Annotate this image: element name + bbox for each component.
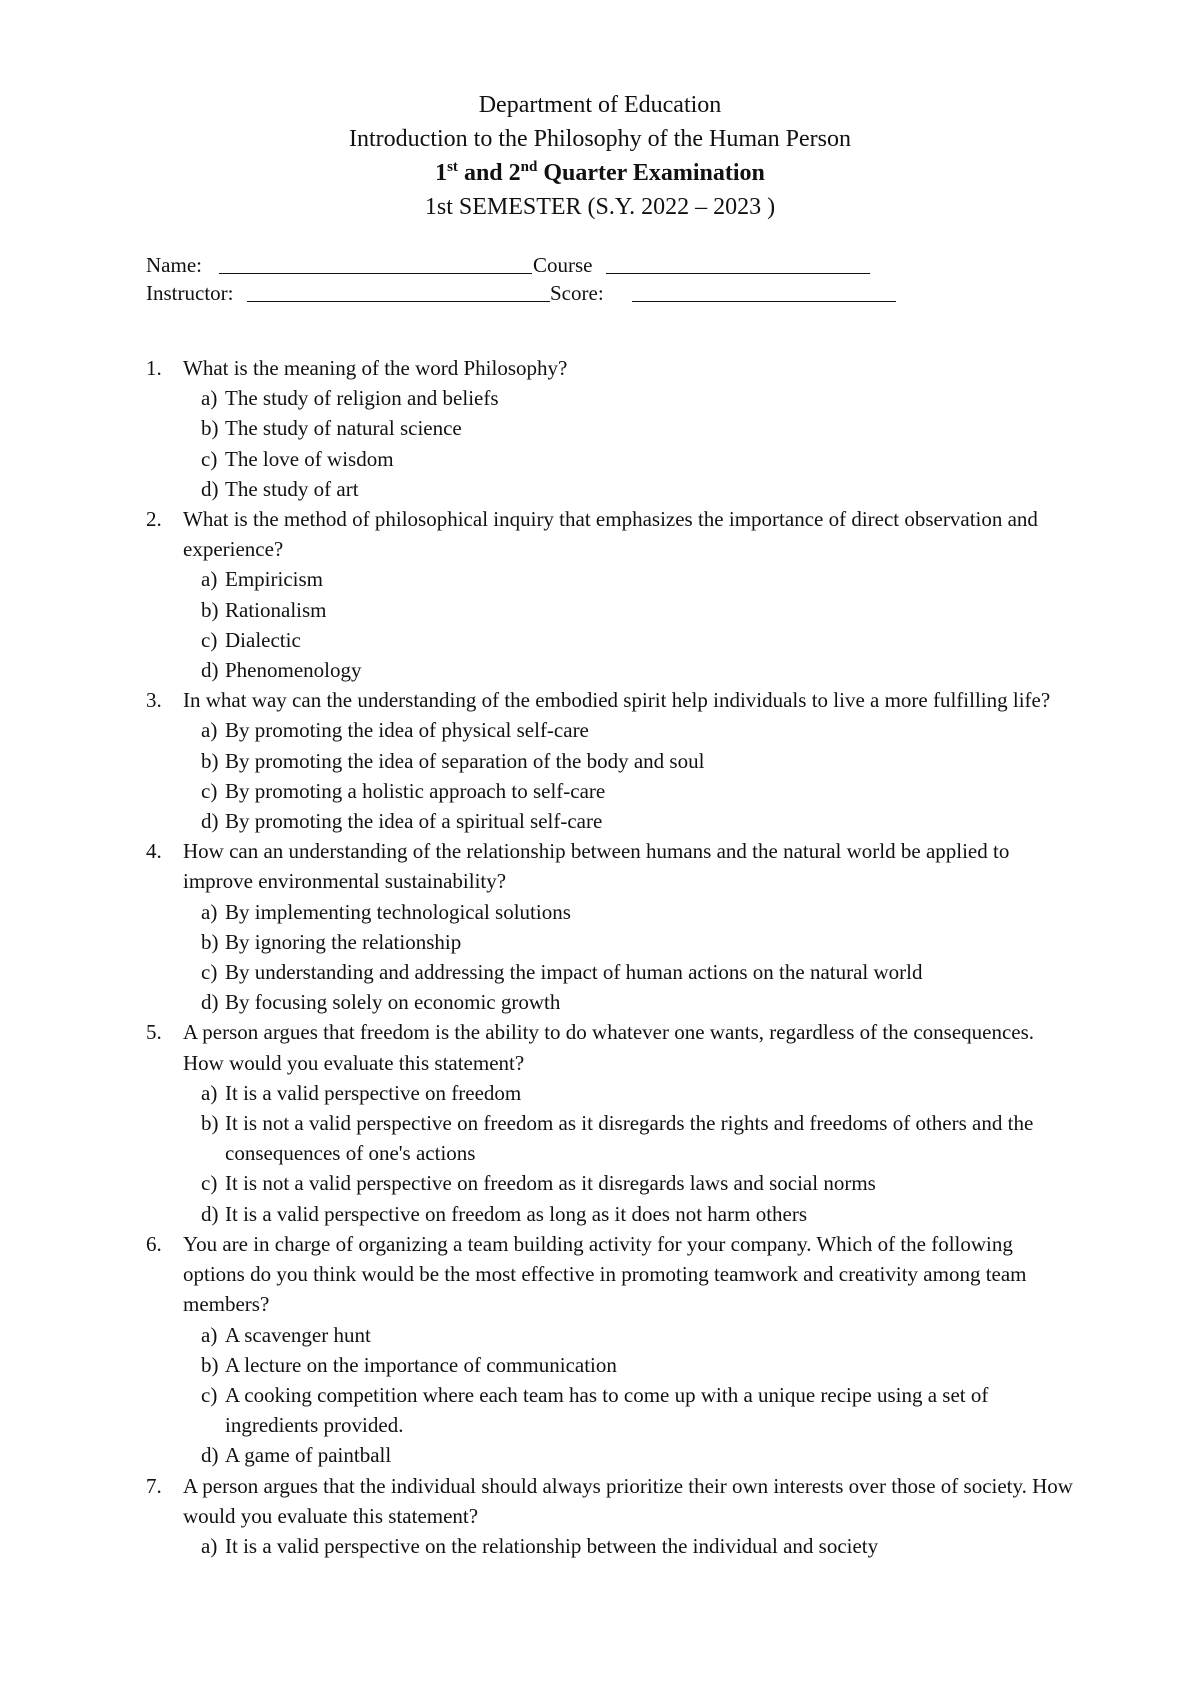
option-letter: a) <box>201 899 218 924</box>
name-label: Name: <box>146 253 202 277</box>
answer-option[interactable] <box>201 1168 1076 1198</box>
option-text: The study of natural science <box>225 416 462 441</box>
answer-option[interactable] <box>201 1199 1076 1229</box>
option-letter: b) <box>201 1352 219 1377</box>
option-text: By promoting the idea of separation of the body and soul <box>225 748 705 773</box>
instructor-blank[interactable] <box>247 279 550 309</box>
option-text: By ignoring the relationship <box>225 929 462 954</box>
option-text: It is a valid perspective on freedom <box>225 1080 522 1105</box>
semester-title: 1st SEMESTER (S.Y. 2022 – 2023 ) <box>424 194 776 220</box>
answer-option[interactable] <box>201 927 1076 957</box>
exam-title-second-sup: nd <box>520 159 538 175</box>
exam-title-and: and 2 <box>457 160 521 186</box>
option-letter: a) <box>201 1322 218 1347</box>
question-number: 7. <box>146 1473 162 1498</box>
option-text: The study of religion and beliefs <box>225 386 499 411</box>
option-text: By implementing technological solutions <box>225 899 571 924</box>
option-text: By understanding and addressing the impact of human actions on the natural world <box>225 960 923 985</box>
option-letter: b) <box>201 597 219 622</box>
question-item <box>146 1017 1076 1228</box>
answer-option[interactable] <box>201 1440 1076 1470</box>
question-item <box>146 353 1076 504</box>
option-text: A cooking competition where each team has to come up with a unique recipe using a set of ingredients provided. <box>225 1382 989 1438</box>
option-letter: a) <box>201 1080 218 1105</box>
question-text: What is the method of philosophical inquiry that emphasizes the importance of direct observation and experience? <box>183 507 1038 562</box>
option-letter: b) <box>201 1111 219 1136</box>
answer-option[interactable] <box>201 383 1076 413</box>
option-text: By promoting the idea of a spiritual self-care <box>225 809 603 834</box>
question-item <box>146 836 1076 1017</box>
option-text: It is not a valid perspective on freedom as it disregards laws and social norms <box>225 1171 876 1196</box>
option-text: A scavenger hunt <box>225 1322 371 1347</box>
option-letter: c) <box>201 1171 218 1196</box>
course-label: Course <box>533 253 593 277</box>
instructor-label: Instructor: <box>146 281 234 305</box>
answer-option[interactable] <box>201 595 1076 625</box>
question-item <box>146 1471 1076 1562</box>
option-text: By promoting the idea of physical self-care <box>225 718 589 743</box>
score-blank[interactable] <box>632 279 896 309</box>
option-text: Dialectic <box>225 627 301 652</box>
question-number: 1. <box>146 356 162 380</box>
option-letter: d) <box>201 809 219 834</box>
question-number: 2. <box>146 507 162 532</box>
option-letter: a) <box>201 1533 218 1558</box>
score-label: Score: <box>550 281 604 305</box>
department-title: Department of Education <box>478 92 722 118</box>
answer-option[interactable] <box>201 413 1076 443</box>
question-number: 6. <box>146 1231 162 1256</box>
option-text: A lecture on the importance of communication <box>225 1352 617 1377</box>
option-letter: c) <box>201 446 218 471</box>
exam-title <box>0 156 1200 190</box>
question-number: 3. <box>146 688 162 713</box>
exam-title-first-sup: st <box>447 159 458 175</box>
option-text: Empiricism <box>225 567 323 592</box>
option-letter: a) <box>201 718 218 743</box>
option-letter: d) <box>201 1201 219 1226</box>
question-text: What is the meaning of the word Philosophy? <box>183 356 568 380</box>
option-text: The love of wisdom <box>225 446 394 471</box>
option-text: It is not a valid perspective on freedom as it disregards the rights and freedoms of others and the consequences of one's actions <box>225 1111 1034 1166</box>
option-letter: b) <box>201 929 219 954</box>
option-text: By focusing solely on economic growth <box>225 990 561 1015</box>
option-letter: c) <box>201 778 218 803</box>
option-text: The study of art <box>225 476 359 501</box>
question-number: 5. <box>146 1020 162 1045</box>
option-letter: c) <box>201 1382 218 1407</box>
question-number: 4. <box>146 839 162 864</box>
course-blank[interactable] <box>606 251 870 281</box>
answer-option[interactable] <box>201 444 1076 474</box>
answer-option[interactable] <box>201 1531 1076 1561</box>
option-letter: d) <box>201 658 219 683</box>
option-text: Phenomenology <box>225 658 362 683</box>
answer-option[interactable] <box>201 474 1076 504</box>
question-list <box>146 353 1076 1561</box>
option-text: By promoting a holistic approach to self-care <box>225 778 606 803</box>
option-letter: c) <box>201 627 218 652</box>
option-letter: b) <box>201 748 219 773</box>
answer-option[interactable] <box>201 987 1076 1017</box>
option-text: It is a valid perspective on freedom as long as it does not harm others <box>225 1201 808 1226</box>
option-letter: a) <box>201 567 218 592</box>
answer-option[interactable] <box>201 1078 1076 1108</box>
subject-title: Introduction to the Philosophy of the Human Person <box>349 126 851 152</box>
question-text: A person argues that the individual should always prioritize their own interests over those of society. How would you evaluate this statement? <box>183 1473 1073 1528</box>
question-text: In what way can the understanding of the embodied spirit help individuals to live a more fulfilling life? <box>183 688 1051 713</box>
answer-option[interactable] <box>201 776 1076 806</box>
option-letter: d) <box>201 990 219 1015</box>
option-text: Rationalism <box>225 597 327 622</box>
question-text: You are in charge of organizing a team building activity for your company. Which of the following options do you think would be the most effective in promoting teamwork and creativity among team members? <box>183 1231 1027 1317</box>
option-text: It is a valid perspective on the relationship between the individual and society <box>225 1533 879 1558</box>
answer-option[interactable] <box>201 957 1076 987</box>
answer-option[interactable] <box>201 625 1076 655</box>
question-item <box>146 685 1076 836</box>
option-text: A game of paintball <box>225 1443 392 1468</box>
question-text: A person argues that freedom is the ability to do whatever one wants, regardless of the consequences. How would you evaluate this statement? <box>183 1020 1035 1075</box>
answer-option[interactable] <box>201 655 1076 685</box>
answer-option[interactable] <box>201 746 1076 776</box>
name-blank[interactable] <box>219 251 532 281</box>
answer-option[interactable] <box>201 1320 1076 1350</box>
answer-option[interactable] <box>201 715 1076 745</box>
answer-option[interactable] <box>201 897 1076 927</box>
question-item <box>146 504 1076 685</box>
option-letter: a) <box>201 386 218 411</box>
exam-title-first: 1 <box>435 160 448 186</box>
option-letter: b) <box>201 416 219 441</box>
option-letter: d) <box>201 476 219 501</box>
exam-header <box>0 88 1200 224</box>
exam-title-rest: Quarter Examination <box>537 160 765 186</box>
answer-option[interactable] <box>201 564 1076 594</box>
option-letter: d) <box>201 1443 219 1468</box>
answer-option[interactable] <box>201 1108 1076 1168</box>
question-text: How can an understanding of the relationship between humans and the natural world be applied to improve environmental sustainability? <box>183 839 1010 894</box>
answer-option[interactable] <box>201 806 1076 836</box>
answer-option[interactable] <box>201 1380 1076 1440</box>
question-item <box>146 1229 1076 1471</box>
answer-option[interactable] <box>201 1350 1076 1380</box>
option-letter: c) <box>201 960 218 985</box>
